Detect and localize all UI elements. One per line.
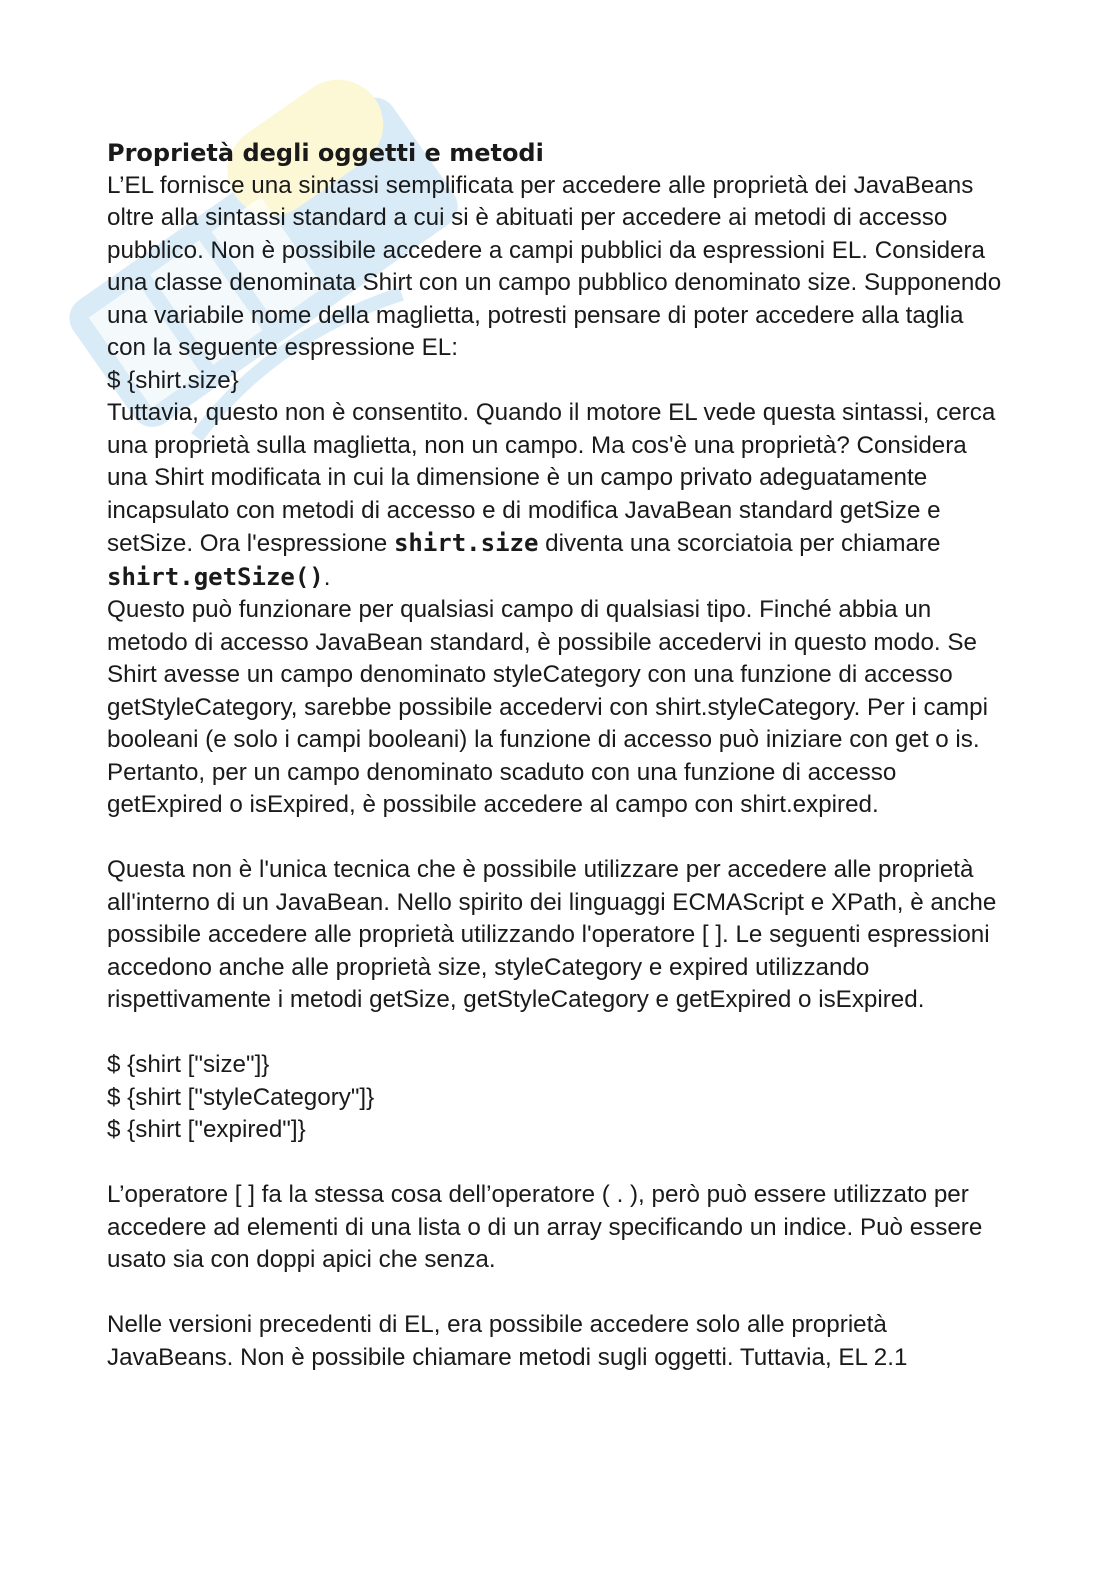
code-line: $ {shirt ["styleCategory"]}	[107, 1083, 375, 1111]
paragraph-properties	[107, 397, 1007, 594]
paragraph-el-versions: Nelle versioni precedenti di EL, era possibile accedere solo alle proprietà JavaBeans. Non è possibile chiamare metodi sugli oggetti. Tuttavia, EL 2.1	[107, 1311, 908, 1371]
code-line: $ {shirt ["expired"]}	[107, 1116, 306, 1143]
spacer	[107, 1017, 1007, 1050]
paragraph-operator-comparison: L’operatore [ ] fa la stessa cosa dell’operatore ( . ), però può essere utilizzato per accedere ad elementi di una lista o di un array specificando un indice. Può essere usato sia con doppi apici che senza.	[107, 1181, 983, 1273]
spacer	[107, 1277, 1007, 1310]
inline-code-shirt-size: shirt.size	[393, 529, 539, 557]
section-title: Proprietà degli oggetti e metodi	[107, 139, 544, 167]
paragraph-text: .	[323, 563, 331, 591]
paragraph-field-access: Questo può funzionare per qualsiasi campo di qualsiasi tipo. Finché abbia un metodo di accesso JavaBean standard, è possibile accedervi in questo modo. Se Shirt avesse un campo denominato styleCategory con una funzione di accesso getStyleCategory, sarebbe possibile accedervi con shirt.styleCategory. Per i campi booleani (e solo i campi booleani) la funzione di accesso può iniziare con get o is. Pertanto, per un campo denominato scaduto con una funzione di accesso getExpired o isExpired, è possibile accedere al campo con shirt.expired.	[107, 596, 989, 818]
document-page	[107, 137, 1007, 1374]
paragraph-bracket-operator: Questa non è l'unica tecnica che è possibile utilizzare per accedere alle proprietà all'interno di un JavaBean. Nello spirito dei linguaggi ECMAScript e XPath, è anche possibile accedere alle proprietà utilizzando l'operatore [ ]. Le seguenti espressioni accedono anche alle proprietà size, styleCategory e expired utilizzando rispettivamente i metodi getSize, getStyleCategory e getExpired o isExpired.	[107, 856, 997, 1013]
spacer	[107, 822, 1007, 855]
paragraph-text: Tuttavia, questo non è consentito. Quando il motore EL vede questa sintassi, cerca una proprietà sulla maglietta, non un campo. Ma cos'è una proprietà? Considera una Shirt modificata in cui la dimensione è un campo privato adeguatamente incapsulato con metodi di accesso e di modifica JavaBean standard getSize e setSize. Ora l'espressione	[107, 399, 996, 557]
code-expression-shirt-size: $ {shirt.size}	[107, 366, 239, 394]
code-line: $ {shirt ["size"]}	[107, 1051, 270, 1078]
spacer	[107, 1147, 1007, 1180]
inline-code-shirt-getsize: shirt.getSize()	[107, 562, 324, 591]
paragraph-intro: L’EL fornisce una sintassi semplificata per accedere alle proprietà dei JavaBeans oltre alla sintassi standard a cui si è abituati per accedere ai metodi di accesso pubblico. Non è possibile accedere a campi pubblici da espressioni EL. Considera una classe denominata Shirt con un campo pubblico denominato size. Supponendo una variabile nome della maglietta, potresti pensare di poter accedere alla taglia con la seguente espressione EL:	[107, 171, 1002, 361]
paragraph-text: diventa una scorciatoia per chiamare	[538, 530, 941, 557]
